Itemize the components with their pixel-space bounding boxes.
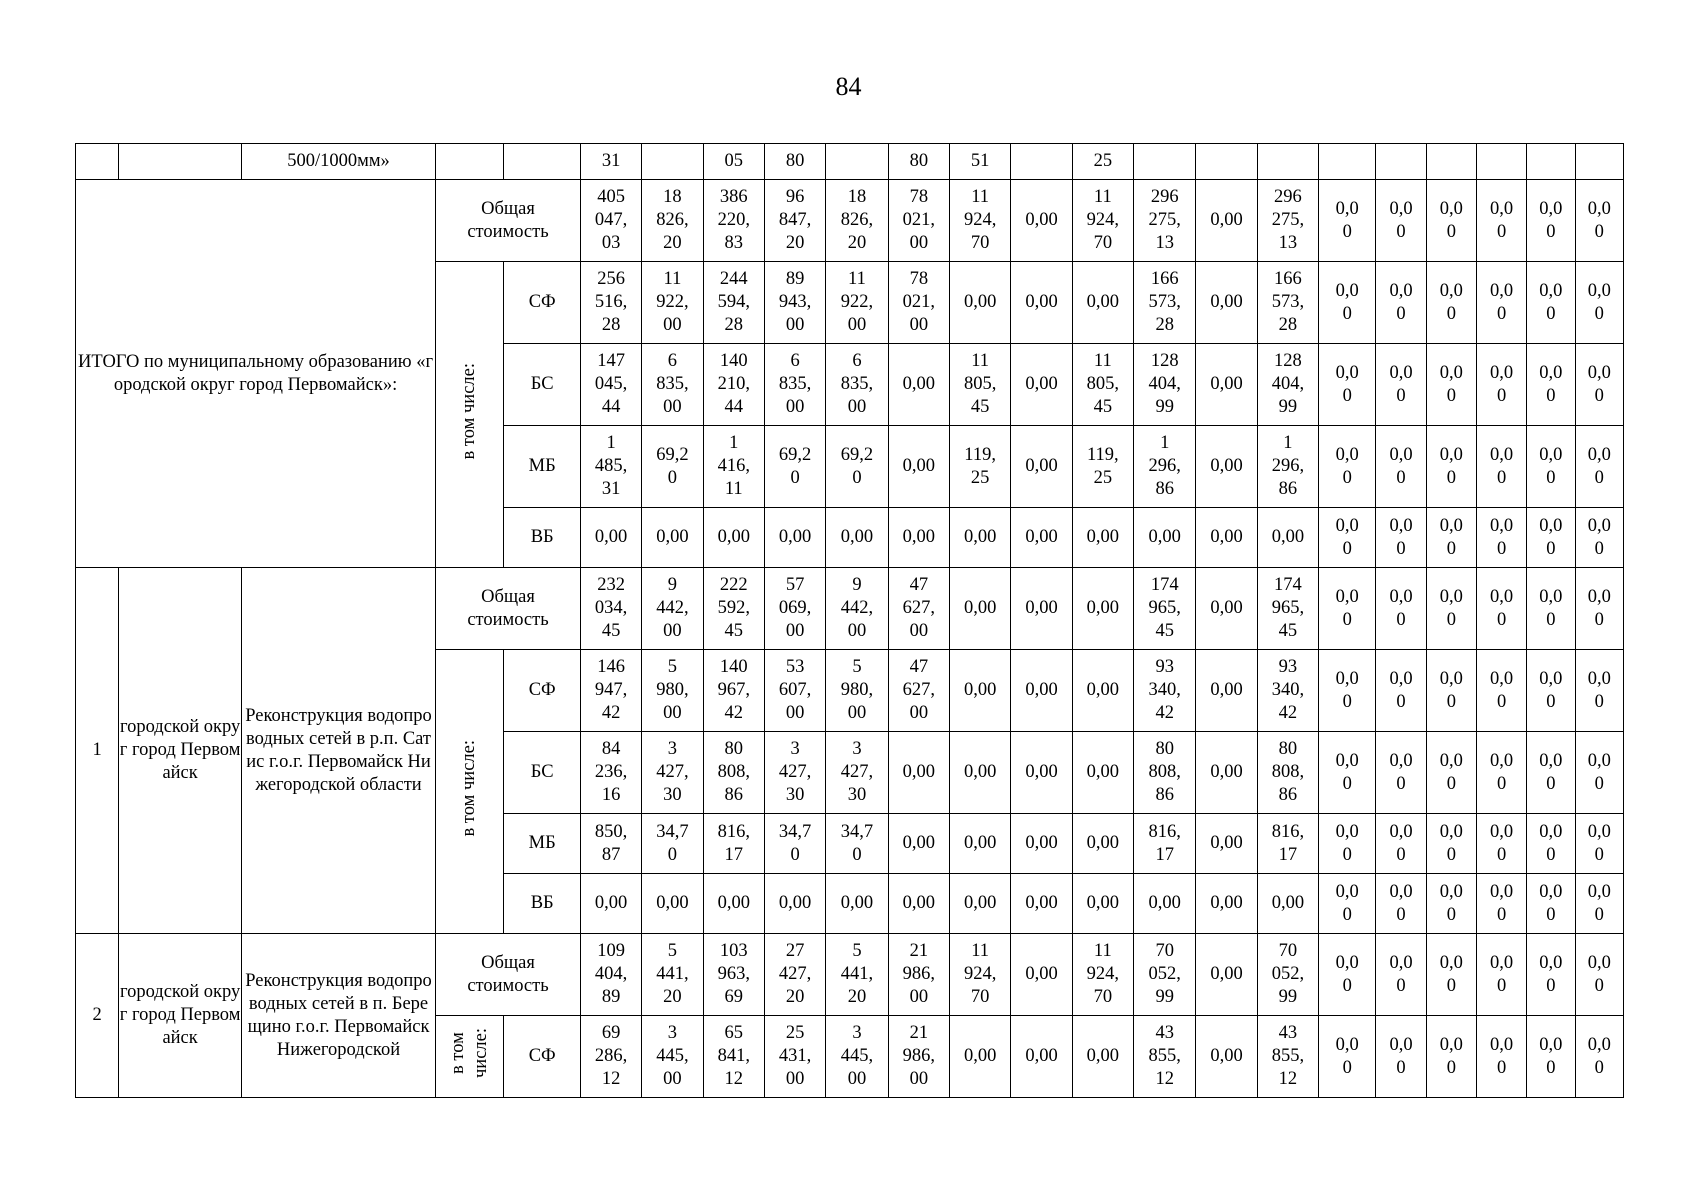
value-cell: 0,00 (1134, 874, 1196, 934)
source-label: МБ (504, 426, 580, 508)
value-cell: 0,00 (949, 1016, 1010, 1098)
value-cell: 47 627, 00 (888, 568, 949, 650)
value-cell: 0,00 (1011, 1016, 1072, 1098)
value-cell: 0,0 0 (1426, 262, 1476, 344)
value-cell (1011, 144, 1072, 180)
value-cell: 0,0 0 (1476, 814, 1526, 874)
value-cell: 0,00 (826, 874, 888, 934)
value-cell: 0,00 (888, 732, 949, 814)
value-cell: 11 922, 00 (826, 262, 888, 344)
value-cell: 0,00 (1196, 934, 1257, 1016)
value-cell: 0,00 (1196, 1016, 1257, 1098)
value-cell: 0,00 (1011, 568, 1072, 650)
value-cell: 43 855, 12 (1257, 1016, 1318, 1098)
value-cell: 3 445, 00 (642, 1016, 703, 1098)
value-cell: 0,00 (1257, 874, 1318, 934)
value-cell: 70 052, 99 (1134, 934, 1196, 1016)
value-cell: 174 965, 45 (1134, 568, 1196, 650)
row-number: 2 (76, 934, 119, 1098)
value-cell: 78 021, 00 (888, 262, 949, 344)
value-cell: 0,00 (1072, 262, 1133, 344)
value-cell: 0,0 0 (1376, 568, 1426, 650)
value-cell: 0,0 0 (1527, 814, 1575, 874)
value-cell: 244 594, 28 (703, 262, 764, 344)
value-cell: 0,00 (1011, 262, 1072, 344)
value-cell: 0,0 0 (1319, 732, 1376, 814)
table-row (76, 144, 1624, 180)
value-cell: 0,00 (1011, 344, 1072, 426)
value-cell: 0,0 0 (1575, 262, 1624, 344)
value-cell (1134, 144, 1196, 180)
value-cell: 0,00 (1196, 262, 1257, 344)
value-cell: 0,00 (1011, 180, 1072, 262)
value-cell: 0,0 0 (1426, 344, 1476, 426)
value-cell: 21 986, 00 (888, 934, 949, 1016)
value-cell: 0,0 0 (1319, 650, 1376, 732)
value-cell: 816, 17 (703, 814, 764, 874)
value-cell: 0,00 (1196, 650, 1257, 732)
value-cell: 11 924, 70 (949, 934, 1010, 1016)
value-cell: 0,0 0 (1376, 344, 1426, 426)
value-cell: 0,0 0 (1376, 180, 1426, 262)
municipality-name: городской округ город Первомайск (119, 934, 242, 1098)
source-label: СФ (504, 1016, 580, 1098)
value-cell: 0,00 (1196, 508, 1257, 568)
value-cell: 0,00 (888, 508, 949, 568)
value-cell: 0,00 (1072, 874, 1133, 934)
value-cell: 80 808, 86 (1257, 732, 1318, 814)
value-cell: 0,0 0 (1476, 426, 1526, 508)
municipality-name: городской округ город Первомайск (119, 568, 242, 934)
value-cell: 57 069, 00 (764, 568, 825, 650)
value-cell: 0,0 0 (1376, 1016, 1426, 1098)
value-cell: 5 980, 00 (826, 650, 888, 732)
value-cell (1476, 144, 1526, 180)
number-cell (76, 144, 119, 180)
value-cell: 0,0 0 (1527, 262, 1575, 344)
value-cell: 0,00 (1072, 568, 1133, 650)
value-cell: 80 808, 86 (703, 732, 764, 814)
value-cell: 0,0 0 (1476, 1016, 1526, 1098)
value-cell: 80 808, 86 (1134, 732, 1196, 814)
value-cell: 0,0 0 (1376, 874, 1426, 934)
value-cell: 0,00 (888, 426, 949, 508)
source-cell (504, 144, 580, 180)
value-cell: 89 943, 00 (764, 262, 825, 344)
value-cell: 0,0 0 (1319, 1016, 1376, 1098)
value-cell: 0,0 0 (1575, 426, 1624, 508)
value-cell: 93 340, 42 (1257, 650, 1318, 732)
value-cell: 69 286, 12 (580, 1016, 641, 1098)
value-cell: 0,00 (949, 262, 1010, 344)
including-label (436, 262, 504, 568)
value-cell: 0,0 0 (1527, 508, 1575, 568)
value-cell: 84 236, 16 (580, 732, 641, 814)
value-cell: 0,0 0 (1476, 180, 1526, 262)
section-title: ИТОГО по муниципальному образованию «городской округ город Первомайск»: (76, 180, 436, 568)
value-cell (1426, 144, 1476, 180)
value-cell: 0,00 (1011, 508, 1072, 568)
value-cell: 1 416, 11 (703, 426, 764, 508)
value-cell: 222 592, 45 (703, 568, 764, 650)
value-cell: 11 805, 45 (949, 344, 1010, 426)
value-cell: 0,0 0 (1376, 732, 1426, 814)
object-name: Реконструкция водопроводных сетей в р.п. Сатис г.о.г. Первомайск Нижегородской области (241, 568, 435, 934)
value-cell: 0,0 0 (1319, 426, 1376, 508)
value-cell: 0,0 0 (1575, 1016, 1624, 1098)
value-cell: 5 441, 20 (826, 934, 888, 1016)
value-cell: 0,00 (642, 874, 703, 934)
value-cell: 0,00 (1134, 508, 1196, 568)
value-cell: 0,0 0 (1376, 426, 1426, 508)
value-cell: 0,0 0 (1527, 426, 1575, 508)
value-cell: 25 431, 00 (764, 1016, 825, 1098)
value-cell: 0,0 0 (1376, 814, 1426, 874)
value-cell: 18 826, 20 (642, 180, 703, 262)
value-cell: 296 275, 13 (1134, 180, 1196, 262)
value-cell: 93 340, 42 (1134, 650, 1196, 732)
value-cell: 80 (888, 144, 949, 180)
value-cell: 140 967, 42 (703, 650, 764, 732)
object-description-cell: 500/1000мм» (241, 144, 435, 180)
value-cell: 0,0 0 (1426, 180, 1476, 262)
value-cell: 0,00 (1011, 814, 1072, 874)
value-cell: 0,0 0 (1319, 508, 1376, 568)
value-cell: 11 924, 70 (1072, 180, 1133, 262)
value-cell: 69,2 0 (642, 426, 703, 508)
value-cell: 0,0 0 (1476, 508, 1526, 568)
value-cell: 0,0 0 (1426, 934, 1476, 1016)
value-cell: 0,0 0 (1426, 426, 1476, 508)
value-cell: 0,0 0 (1376, 262, 1426, 344)
value-cell: 0,0 0 (1376, 650, 1426, 732)
value-cell: 296 275, 13 (1257, 180, 1318, 262)
source-label: БС (504, 732, 580, 814)
value-cell: 166 573, 28 (1257, 262, 1318, 344)
value-cell: 96 847, 20 (764, 180, 825, 262)
value-cell: 0,00 (642, 508, 703, 568)
value-cell: 256 516, 28 (580, 262, 641, 344)
value-cell: 0,00 (949, 650, 1010, 732)
value-cell: 0,00 (888, 874, 949, 934)
value-cell: 0,0 0 (1527, 344, 1575, 426)
value-cell: 18 826, 20 (826, 180, 888, 262)
value-cell: 31 (580, 144, 641, 180)
value-cell: 6 835, 00 (764, 344, 825, 426)
value-cell: 0,0 0 (1575, 344, 1624, 426)
value-cell: 0,0 0 (1575, 732, 1624, 814)
budget-table (75, 143, 1624, 1098)
value-cell: 0,0 0 (1575, 508, 1624, 568)
value-cell: 3 427, 30 (764, 732, 825, 814)
value-cell: 11 924, 70 (1072, 934, 1133, 1016)
value-cell: 0,0 0 (1527, 650, 1575, 732)
value-cell: 0,0 0 (1426, 1016, 1476, 1098)
value-cell: 0,0 0 (1426, 568, 1476, 650)
value-cell: 0,0 0 (1376, 508, 1426, 568)
including-label (436, 1016, 504, 1098)
including-label-text: в том числе: (459, 362, 480, 460)
value-cell: 0,0 0 (1575, 568, 1624, 650)
object-name: Реконструкция водопроводных сетей в п. Берещино г.о.г. Первомайск Нижегородской (241, 934, 435, 1098)
value-cell: 232 034, 45 (580, 568, 641, 650)
value-cell: 0,0 0 (1527, 180, 1575, 262)
value-cell: 0,0 0 (1575, 650, 1624, 732)
value-cell: 34,7 0 (764, 814, 825, 874)
value-cell: 3 445, 00 (826, 1016, 888, 1098)
value-cell: 0,0 0 (1319, 344, 1376, 426)
value-cell: 0,00 (949, 874, 1010, 934)
source-label: СФ (504, 650, 580, 732)
value-cell: 51 (949, 144, 1010, 180)
including-label-text: в том числе: (447, 1028, 491, 1078)
row-number: 1 (76, 568, 119, 934)
table-row (76, 934, 1624, 1016)
value-cell: 140 210, 44 (703, 344, 764, 426)
value-cell: 5 980, 00 (642, 650, 703, 732)
value-cell: 0,0 0 (1319, 874, 1376, 934)
value-cell: 34,7 0 (826, 814, 888, 874)
source-label: МБ (504, 814, 580, 874)
value-cell: 0,00 (580, 508, 641, 568)
municipality-cell (119, 144, 242, 180)
value-cell: 0,0 0 (1426, 874, 1476, 934)
value-cell: 69,2 0 (764, 426, 825, 508)
value-cell (642, 144, 703, 180)
value-cell: 816, 17 (1134, 814, 1196, 874)
value-cell: 0,00 (1196, 874, 1257, 934)
value-cell: 25 (1072, 144, 1133, 180)
value-cell: 0,0 0 (1476, 874, 1526, 934)
source-label: СФ (504, 262, 580, 344)
value-cell: 119, 25 (949, 426, 1010, 508)
value-cell: 0,0 0 (1575, 874, 1624, 934)
value-cell: 0,0 0 (1575, 934, 1624, 1016)
value-cell: 0,00 (949, 508, 1010, 568)
value-cell: 166 573, 28 (1134, 262, 1196, 344)
value-cell: 0,00 (1196, 426, 1257, 508)
value-cell: 0,00 (1011, 650, 1072, 732)
value-cell: 11 805, 45 (1072, 344, 1133, 426)
value-cell: 128 404, 99 (1134, 344, 1196, 426)
value-cell: 47 627, 00 (888, 650, 949, 732)
label-cell (436, 144, 504, 180)
value-cell (1575, 144, 1624, 180)
value-cell: 0,00 (888, 814, 949, 874)
including-label (436, 650, 504, 934)
value-cell: 0,00 (1072, 814, 1133, 874)
value-cell: 5 441, 20 (642, 934, 703, 1016)
value-cell: 0,00 (1196, 344, 1257, 426)
page-number: 84 (835, 72, 862, 101)
value-cell (1196, 144, 1257, 180)
value-cell: 0,0 0 (1426, 650, 1476, 732)
value-cell: 80 (764, 144, 825, 180)
value-cell (1376, 144, 1426, 180)
value-cell: 0,00 (826, 508, 888, 568)
value-cell: 1 296, 86 (1257, 426, 1318, 508)
value-cell: 3 427, 30 (826, 732, 888, 814)
including-label-text: в том числе: (459, 739, 480, 837)
source-label: БС (504, 344, 580, 426)
value-cell: 0,0 0 (1527, 874, 1575, 934)
value-cell: 0,00 (1011, 934, 1072, 1016)
value-cell: 0,00 (1072, 1016, 1133, 1098)
value-cell: 0,0 0 (1476, 344, 1526, 426)
value-cell (1257, 144, 1318, 180)
value-cell: 0,0 0 (1319, 814, 1376, 874)
value-cell: 850, 87 (580, 814, 641, 874)
source-label: ВБ (504, 874, 580, 934)
total-cost-label: Общая стоимость (436, 568, 581, 650)
value-cell (826, 144, 888, 180)
value-cell: 0,00 (1011, 732, 1072, 814)
value-cell: 1 485, 31 (580, 426, 641, 508)
value-cell: 0,0 0 (1376, 934, 1426, 1016)
value-cell: 0,00 (949, 732, 1010, 814)
value-cell: 3 427, 30 (642, 732, 703, 814)
value-cell: 0,0 0 (1527, 568, 1575, 650)
value-cell: 109 404, 89 (580, 934, 641, 1016)
value-cell: 0,0 0 (1476, 934, 1526, 1016)
value-cell: 0,00 (703, 874, 764, 934)
value-cell: 0,00 (1196, 180, 1257, 262)
value-cell: 0,0 0 (1426, 508, 1476, 568)
value-cell: 0,0 0 (1476, 732, 1526, 814)
value-cell: 34,7 0 (642, 814, 703, 874)
value-cell: 0,00 (1072, 732, 1133, 814)
value-cell: 0,00 (1072, 508, 1133, 568)
value-cell: 0,00 (949, 568, 1010, 650)
value-cell: 0,0 0 (1527, 732, 1575, 814)
value-cell: 405 047, 03 (580, 180, 641, 262)
total-cost-label: Общая стоимость (436, 934, 581, 1016)
value-cell: 9 442, 00 (826, 568, 888, 650)
value-cell: 0,0 0 (1319, 180, 1376, 262)
table-row (76, 180, 1624, 262)
value-cell: 78 021, 00 (888, 180, 949, 262)
value-cell: 6 835, 00 (642, 344, 703, 426)
value-cell: 9 442, 00 (642, 568, 703, 650)
value-cell: 0,0 0 (1575, 180, 1624, 262)
value-cell: 0,00 (1011, 426, 1072, 508)
value-cell: 0,00 (703, 508, 764, 568)
value-cell: 119, 25 (1072, 426, 1133, 508)
value-cell: 0,0 0 (1426, 814, 1476, 874)
value-cell: 0,0 0 (1527, 934, 1575, 1016)
value-cell (1527, 144, 1575, 180)
value-cell: 11 922, 00 (642, 262, 703, 344)
value-cell (1319, 144, 1376, 180)
value-cell: 0,00 (764, 508, 825, 568)
value-cell: 0,00 (1257, 508, 1318, 568)
value-cell: 65 841, 12 (703, 1016, 764, 1098)
value-cell: 0,00 (1196, 568, 1257, 650)
value-cell: 816, 17 (1257, 814, 1318, 874)
value-cell: 05 (703, 144, 764, 180)
value-cell: 103 963, 69 (703, 934, 764, 1016)
value-cell: 0,0 0 (1319, 262, 1376, 344)
value-cell: 0,00 (1011, 874, 1072, 934)
total-cost-label: Общая стоимость (436, 180, 581, 262)
value-cell: 21 986, 00 (888, 1016, 949, 1098)
value-cell: 0,0 0 (1476, 568, 1526, 650)
value-cell: 11 924, 70 (949, 180, 1010, 262)
source-label: ВБ (504, 508, 580, 568)
value-cell: 43 855, 12 (1134, 1016, 1196, 1098)
value-cell: 0,0 0 (1575, 814, 1624, 874)
value-cell: 0,00 (1072, 650, 1133, 732)
value-cell: 0,00 (888, 344, 949, 426)
value-cell: 0,00 (1196, 732, 1257, 814)
value-cell: 1 296, 86 (1134, 426, 1196, 508)
value-cell: 0,0 0 (1476, 262, 1526, 344)
value-cell: 147 045, 44 (580, 344, 641, 426)
value-cell: 0,0 0 (1476, 650, 1526, 732)
value-cell: 53 607, 00 (764, 650, 825, 732)
value-cell: 386 220, 83 (703, 180, 764, 262)
value-cell: 27 427, 20 (764, 934, 825, 1016)
value-cell: 146 947, 42 (580, 650, 641, 732)
value-cell: 174 965, 45 (1257, 568, 1318, 650)
value-cell: 0,0 0 (1319, 568, 1376, 650)
value-cell: 0,0 0 (1426, 732, 1476, 814)
value-cell: 128 404, 99 (1257, 344, 1318, 426)
table-row (76, 568, 1624, 650)
value-cell: 0,00 (1196, 814, 1257, 874)
value-cell: 6 835, 00 (826, 344, 888, 426)
value-cell: 0,0 0 (1319, 934, 1376, 1016)
value-cell: 70 052, 99 (1257, 934, 1318, 1016)
value-cell: 0,00 (949, 814, 1010, 874)
value-cell: 0,0 0 (1527, 1016, 1575, 1098)
value-cell: 69,2 0 (826, 426, 888, 508)
value-cell: 0,00 (580, 874, 641, 934)
value-cell: 0,00 (764, 874, 825, 934)
